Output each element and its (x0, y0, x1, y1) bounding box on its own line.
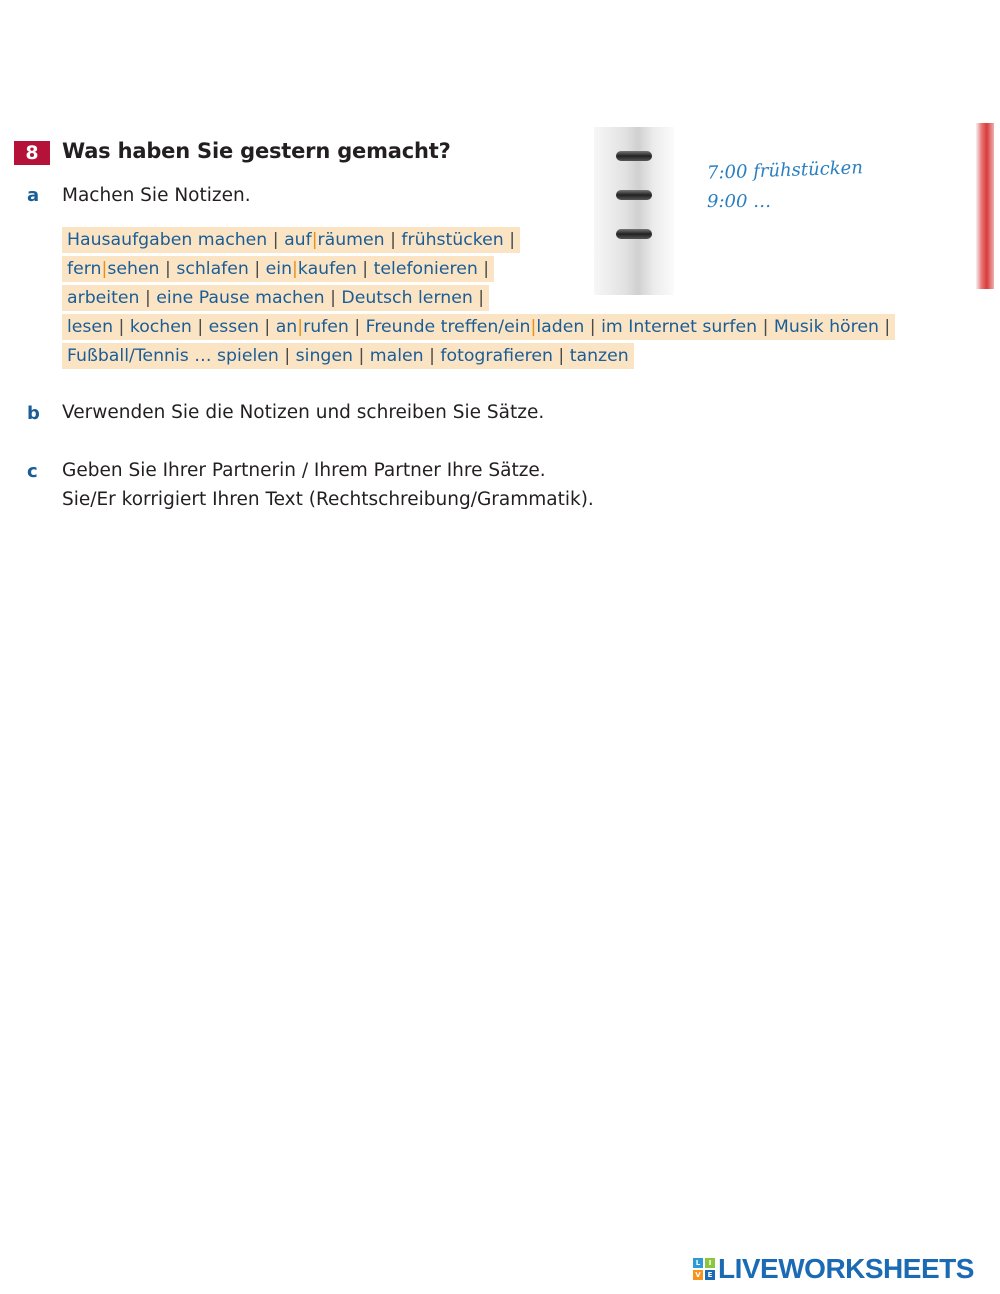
word-item: malen (369, 346, 424, 366)
brand-logo-square: I (705, 1258, 715, 1268)
word-stem: sehen (107, 259, 160, 279)
word-item: Musik hören (773, 317, 879, 337)
word-item: Fußball/Tennis … spielen (67, 346, 279, 366)
exercise-title: Was haben Sie gestern gemacht? (62, 139, 451, 163)
word-separator: | (159, 259, 177, 279)
word-box (62, 227, 942, 372)
word-item: fotografieren (440, 346, 553, 366)
red-page-edge (976, 123, 994, 289)
word-separator: | (584, 317, 602, 337)
separable-verb-marker: | (292, 259, 298, 279)
word-separator: | (248, 259, 266, 279)
word-box-line (62, 227, 942, 256)
word-item: eine Pause machen (156, 288, 325, 308)
word-separator: | (267, 230, 285, 250)
notebook-ring (616, 190, 652, 200)
task-c-letter: c (27, 461, 38, 482)
word-item: schlafen (176, 259, 249, 279)
word-separator: | (258, 317, 276, 337)
word-separator: | (477, 259, 490, 279)
brand-text: LIVEWORKSHEETS (718, 1253, 974, 1284)
word-separator: | (757, 317, 774, 337)
word-separator: | (113, 317, 130, 337)
word-separator: | (384, 230, 402, 250)
word-separator: | (356, 259, 374, 279)
word-separator: | (139, 288, 157, 308)
word-item: im Internet surfen (601, 317, 758, 337)
word-separator: | (552, 346, 570, 366)
task-a-text: Machen Sie Notizen. (62, 185, 251, 206)
brand-logo-square: E (705, 1270, 715, 1280)
liveworksheets-brand[interactable] (693, 1253, 974, 1285)
notebook-note-1: 7:00 frühstücken (706, 157, 864, 184)
word-item (284, 230, 385, 250)
word-separator: | (503, 230, 516, 250)
separable-verb-marker: | (530, 317, 537, 337)
notebook-note-2: 9:00 … (707, 191, 772, 212)
word-item: tanzen (569, 346, 629, 366)
word-stem: laden (536, 317, 585, 337)
word-stem: kaufen (297, 259, 357, 279)
word-item: essen (208, 317, 259, 337)
word-stem: rufen (303, 317, 349, 337)
word-item: Deutsch lernen (341, 288, 473, 308)
word-item (67, 259, 160, 279)
word-separator: | (352, 346, 370, 366)
word-separator: | (324, 288, 342, 308)
word-prefix: ein (265, 259, 293, 279)
word-item (266, 259, 357, 279)
word-item: singen (295, 346, 353, 366)
word-item (366, 317, 585, 337)
task-c-line-2: Sie/Er korrigiert Ihren Text (Rechtschreibung/Grammatik). (62, 489, 594, 510)
brand-logo-square: V (693, 1270, 703, 1280)
word-box-line-highlight (62, 314, 895, 340)
word-box-line (62, 256, 942, 285)
word-separator: | (278, 346, 296, 366)
word-box-line (62, 314, 942, 343)
notebook-ring (616, 151, 652, 161)
word-box-line-highlight (62, 256, 494, 282)
word-stem: räumen (317, 230, 385, 250)
word-box-line-highlight (62, 227, 520, 253)
word-box-line (62, 343, 942, 372)
word-item (276, 317, 349, 337)
word-item: lesen (67, 317, 114, 337)
exercise-number-badge: 8 (14, 141, 50, 165)
word-separator: | (191, 317, 209, 337)
task-b-text: Verwenden Sie die Notizen und schreiben Sie Sätze. (62, 402, 545, 423)
word-prefix: Freunde treffen/ein (365, 317, 531, 337)
brand-logo-icon (693, 1258, 715, 1280)
word-box-line (62, 285, 942, 314)
word-box-line-highlight (62, 343, 634, 369)
word-item: arbeiten (67, 288, 140, 308)
word-prefix: fern (67, 259, 102, 279)
word-prefix: an (275, 317, 298, 337)
word-item: Hausaufgaben machen (67, 230, 268, 250)
word-separator: | (878, 317, 891, 337)
word-item: frühstücken (401, 230, 504, 250)
word-separator: | (348, 317, 366, 337)
task-c-line-1: Geben Sie Ihrer Partnerin / Ihrem Partner Ihre Sätze. (62, 460, 546, 481)
brand-logo-square: L (693, 1258, 703, 1268)
word-separator: | (472, 288, 485, 308)
separable-verb-marker: | (311, 230, 318, 250)
task-a-letter: a (27, 185, 40, 206)
notebook-ring (616, 229, 652, 239)
word-item: kochen (129, 317, 192, 337)
separable-verb-marker: | (101, 259, 108, 279)
separable-verb-marker: | (297, 317, 304, 337)
task-b-letter: b (27, 403, 40, 424)
word-separator: | (423, 346, 441, 366)
word-item: telefonieren (373, 259, 478, 279)
word-box-line-highlight (62, 285, 489, 311)
word-prefix: auf (284, 230, 312, 250)
